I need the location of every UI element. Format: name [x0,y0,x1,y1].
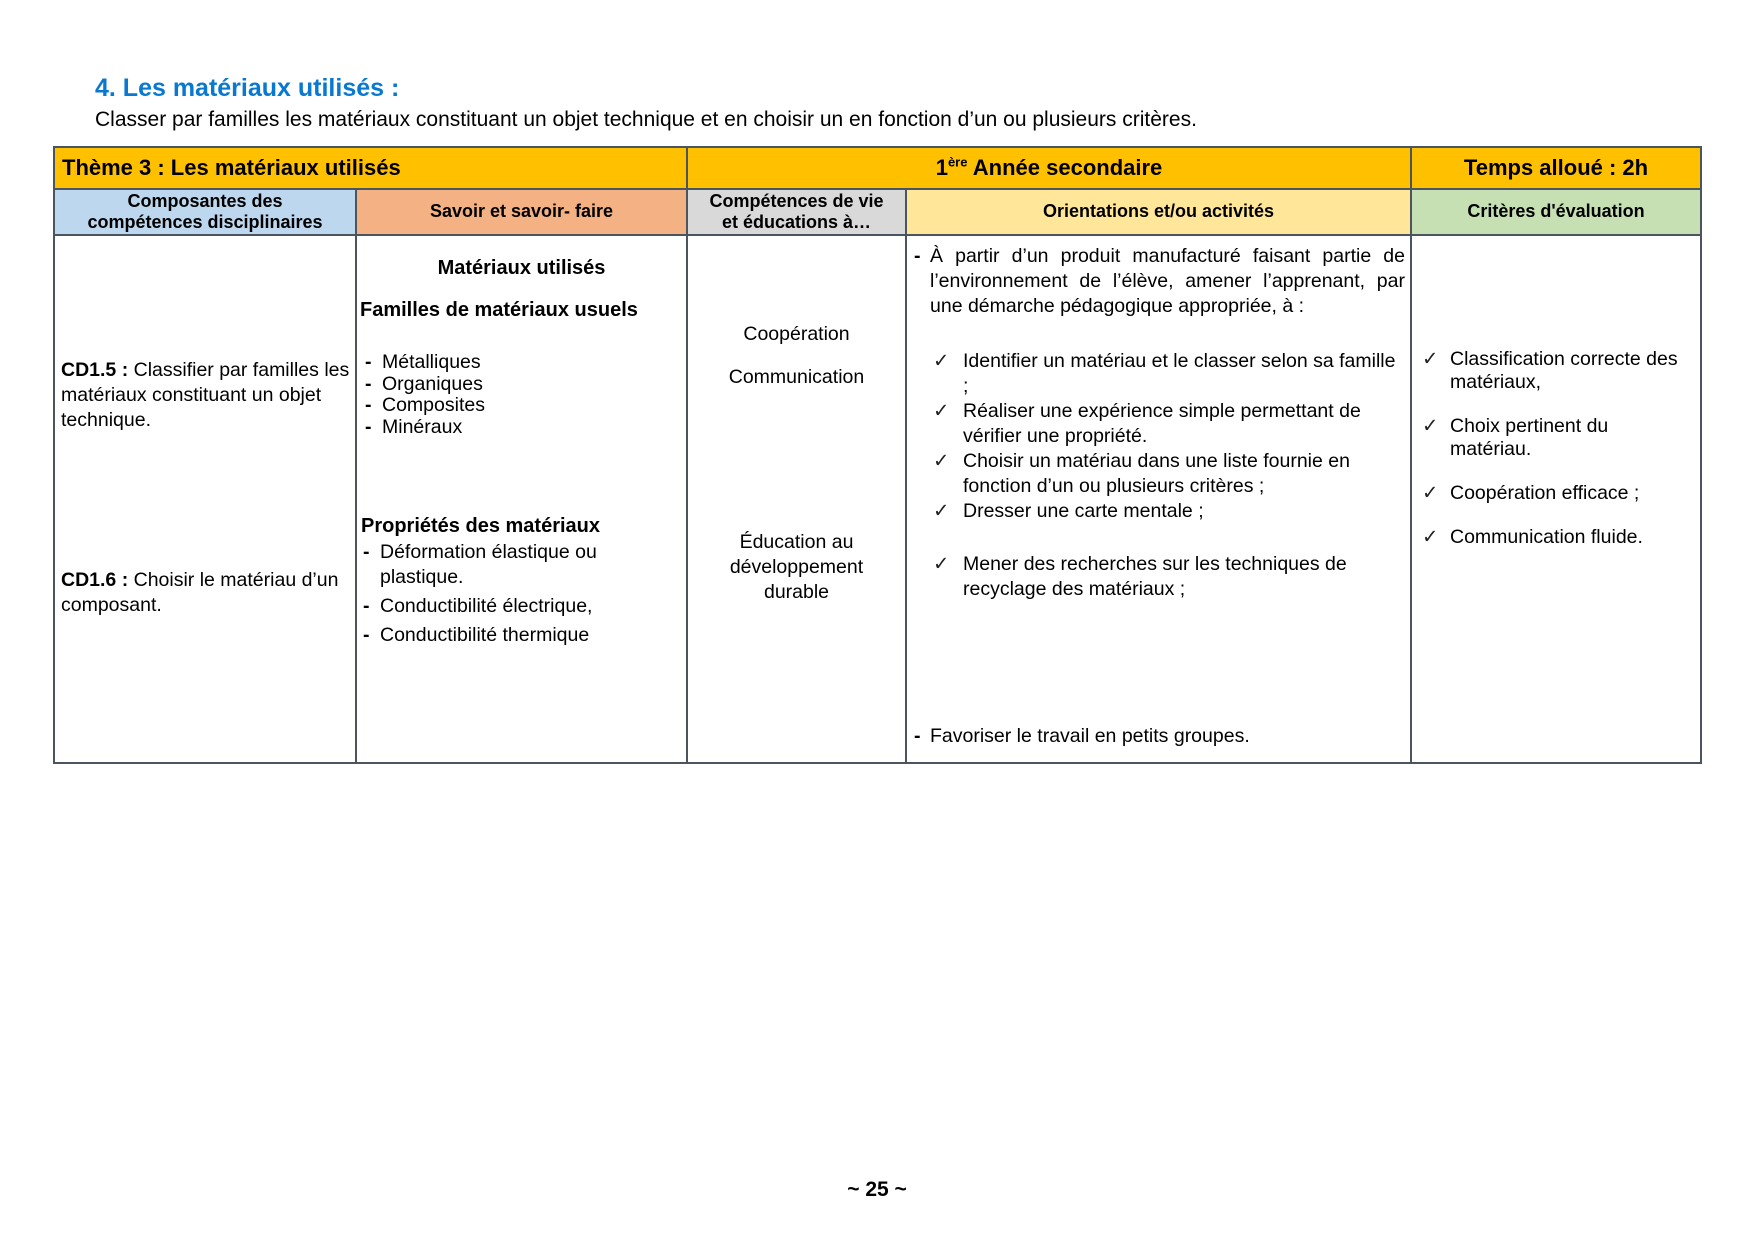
check-icon: ✓ [933,400,950,422]
dash-bullet: - [365,351,372,373]
cell-savoir [357,236,688,764]
cd15-code: CD1.5 : [61,359,129,381]
list-item: - Conductibilité thermique [363,624,590,646]
orientations-check-list-2 [933,552,1402,602]
savoir-heading-proprietes: Propriétés des matériaux [361,515,600,537]
cd15-text: Classifier par familles les matériaux constituant un objet technique. [61,359,350,431]
check-item: ✓ Choisir un matériau dans une liste fournie en fonction d’un ou plusieurs critères ; [933,450,1350,497]
check-icon: ✓ [933,350,950,372]
column-header-composantes [55,190,357,236]
curriculum-table [53,146,1702,764]
list-item: - Composites [365,394,485,416]
cell-competences-vie [688,236,907,764]
cell-composantes [55,236,357,764]
cd15-item [61,358,351,433]
dash-bullet: - [363,541,370,563]
dash-bullet: - [365,415,372,438]
header-line: Compétences de vie [709,190,884,211]
dash-bullet: - [363,595,370,617]
page-number: ~ 25 ~ [847,1178,907,1201]
list-item: - Déformation élastique ou plastique. [363,541,597,588]
header-line: Composantes des [127,190,283,211]
orientations-check-list [933,349,1402,524]
cell-orientations [907,236,1412,764]
theme-header-cell [55,148,688,190]
cd16-code: CD1.6 : [61,569,129,591]
check-item: ✓ Mener des recherches sur les techniques de recyclage des matériaux ; [933,553,1347,600]
check-item: ✓ Identifier un matériau et le classer selon sa famille ; [933,350,1396,397]
vie-item-cooperation: Coopération [743,323,850,345]
dash-bullet: - [914,245,921,267]
check-icon: ✓ [933,500,950,522]
check-icon: ✓ [933,450,950,472]
list-item: - Métalliques [365,351,481,373]
check-item: ✓ Dresser une carte mentale ; [933,500,1204,522]
header-line: compétences disciplinaires [87,212,323,232]
list-item: - Minéraux [365,415,463,438]
dash-bullet: - [363,624,370,646]
vie-item-communication: Communication [728,366,865,388]
theme-label: Thème 3 : Les matériaux utilisés [62,155,401,180]
check-item: ✓ Communication fluide. [1422,526,1643,548]
check-item: ✓ Réaliser une expérience simple permettant de vérifier une propriété. [933,400,1361,447]
time-label: Temps alloué : 2h [1463,155,1649,180]
time-header-cell [1412,148,1702,190]
check-icon: ✓ [1422,415,1439,437]
year-superscript: ère [947,154,968,170]
column-header-savoir [357,190,688,236]
check-icon: ✓ [933,553,950,575]
check-icon: ✓ [1422,482,1439,504]
families-list [365,352,485,438]
dash-bullet: - [365,394,372,416]
vie-item-education: Éducation au développement durable [729,531,864,603]
savoir-heading-materiaux: Matériaux utilisés [437,257,606,279]
dash-bullet: - [914,725,921,747]
column-header-competences-vie [688,190,907,236]
savoir-heading-familles: Familles de matériaux usuels [360,299,638,321]
list-item: - Organiques [365,372,483,395]
page-title: 4. Les matériaux utilisés : [95,74,400,102]
header-line: Savoir et savoir- faire [429,201,614,222]
check-icon: ✓ [1422,526,1439,548]
criteres-check-list [1422,348,1694,549]
page-subtitle: Classer par familles les matériaux constituant un objet technique et en choisir un en fonction d’un ou plusieurs critères. [95,108,1197,131]
header-line: Orientations et/ou activités [1042,201,1275,222]
orientations-intro: - À partir d’un produit manufacturé faisant partie de l’environnement de l’élève, amener l’apprenant, par une démarche pédagogique appropriée, à : [914,245,1405,317]
check-item: ✓ Choix pertinent du matériau. [1422,415,1609,460]
list-item: - Conductibilité électrique, [363,595,593,617]
column-header-orientations [907,190,1412,236]
check-icon: ✓ [1422,348,1439,370]
cell-criteres [1412,236,1702,764]
header-line: Critères d'évaluation [1467,201,1645,222]
cd16-item [61,568,351,618]
column-header-criteres [1412,190,1702,236]
dash-bullet: - [365,372,372,395]
check-item: ✓ Coopération efficace ; [1422,482,1640,504]
properties-list [363,540,680,652]
year-label: 1ère Année secondaire [935,154,1163,180]
orientations-outro: - Favoriser le travail en petits groupes. [914,725,1250,747]
header-line: et éducations à… [721,212,872,232]
year-header-cell [688,148,1412,190]
cd16-text: Choisir le matériau d’un composant. [61,569,339,616]
check-item: ✓ Classification correcte des matériaux, [1422,348,1678,393]
